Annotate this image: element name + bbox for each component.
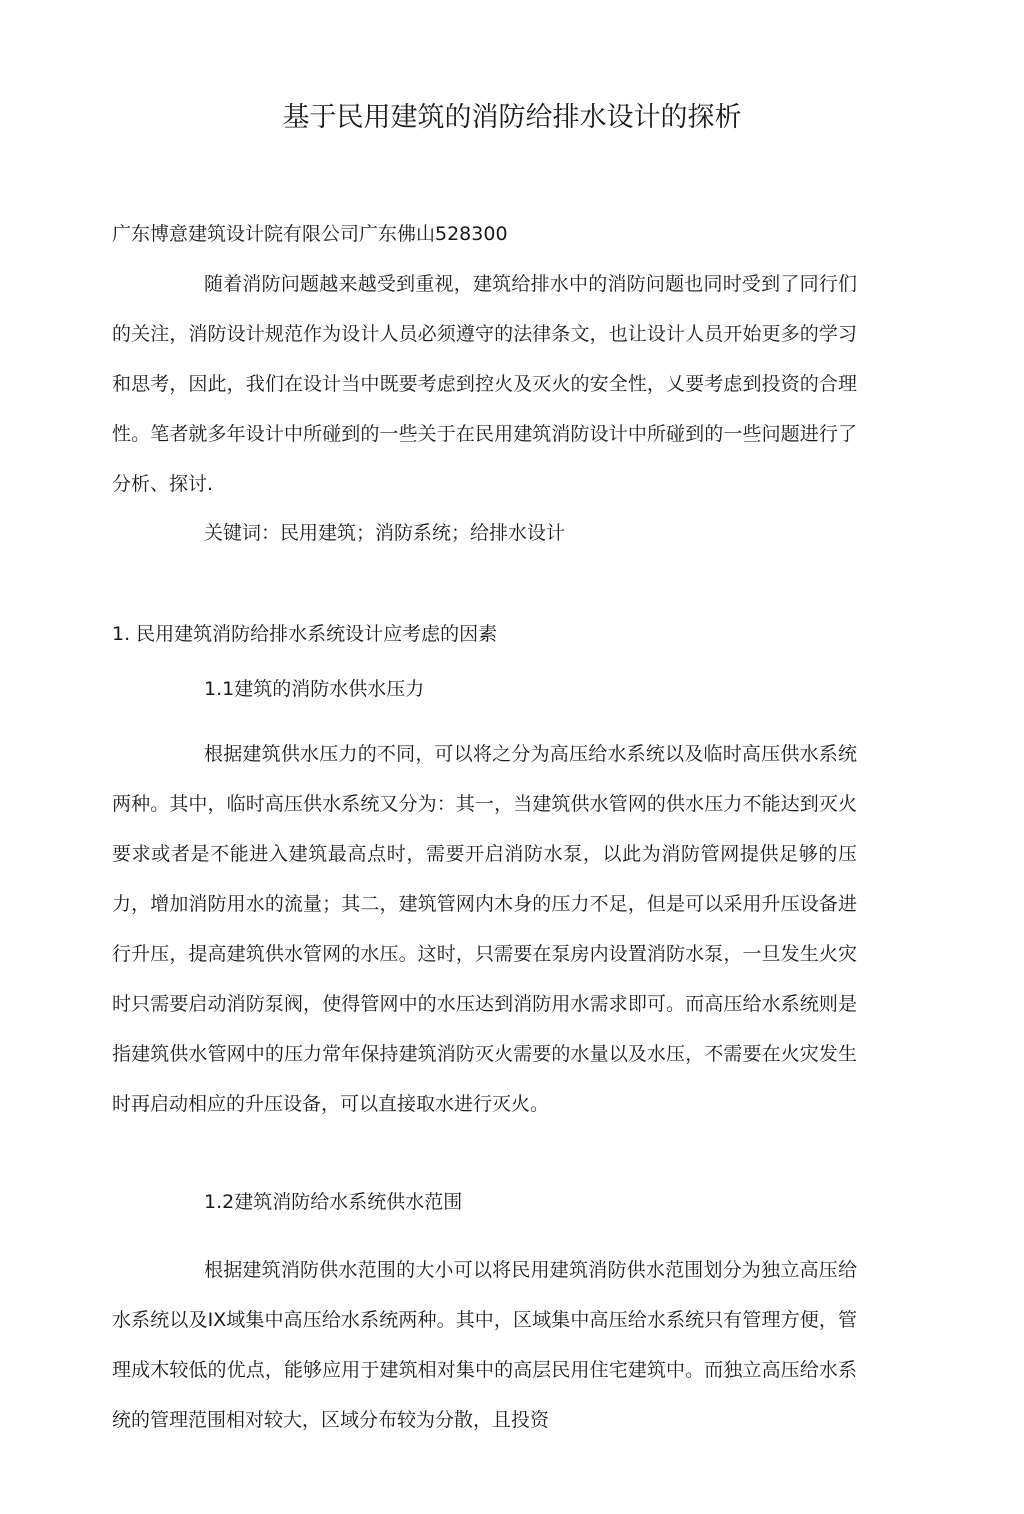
abstract-paragraph: 随着消防问题越来越受到重视，建筑给排水中的消防问题也同时受到了同行们的关注，消防设计规范作为设计人员必须遵守的法律条文，也让设计人员开始更多的学习和思考，因此，我们在设计当中既要考虑到控火及灭火的安全性，乂要考虑到投资的合理性。笔者就多年设计中所碰到的一些关于在民用建筑消防设计中所碰到的一些问题进行了分析、探讨.	[112, 273, 857, 495]
keywords-line: 关键词：民用建筑；消防系统；给排水设计	[204, 522, 566, 544]
section-1-2-paragraph: 根据建筑消防供水范围的大小可以将民用建筑消防供水范围划分为独立高压给水系统以及IX域集中高压给水系统两种。其中，区域集中高压给水系统只有管理方便，管理成木较低的优点，能够应用于建筑相对集中的高层民用住宅建筑中。而独立高压给水系统的管理范围相对较大，区域分布较为分散，且投资	[112, 1259, 857, 1431]
section-1-2-heading: 1.2建筑消防给水系统供水范围	[204, 1191, 463, 1213]
author-affiliation: 广东博意建筑设计院有限公司广东佛山528300	[112, 223, 508, 245]
section-1-1-heading: 1.1建筑的消防水供水压力	[204, 678, 425, 700]
section-1-1-paragraph: 根据建筑供水压力的不同，可以将之分为高压给水系统以及临时高压供水系统两种。其中，临时高压供水系统又分为：其一，当建筑供水管网的供水压力不能达到灭火要求或者是不能进入建筑最高点时，需要开启消防水泵，以此为消防管网提供足够的压力，增加消防用水的流量；其二，建筑管网内木身的压力不足，但是可以采用升压设备进行升压，提高建筑供水管网的水压。这时，只需要在泵房内设置消防水泵，一旦发生火灾时只需要启动消防泵阀，使得管网中的水压达到消防用水需求即可。而高压给水系统则是指建筑供水管网中的压力常年保持建筑消防灭火需要的水量以及水压，不需要在火灾发生时再启动相应的升压设备，可以直接取水进行灭火。	[112, 743, 857, 1115]
document-title: 基于民用建筑的消防给排水设计的探析	[282, 102, 742, 133]
section-1-heading: 1. 民用建筑消防给排水系统设计应考虑的因素	[112, 623, 498, 645]
